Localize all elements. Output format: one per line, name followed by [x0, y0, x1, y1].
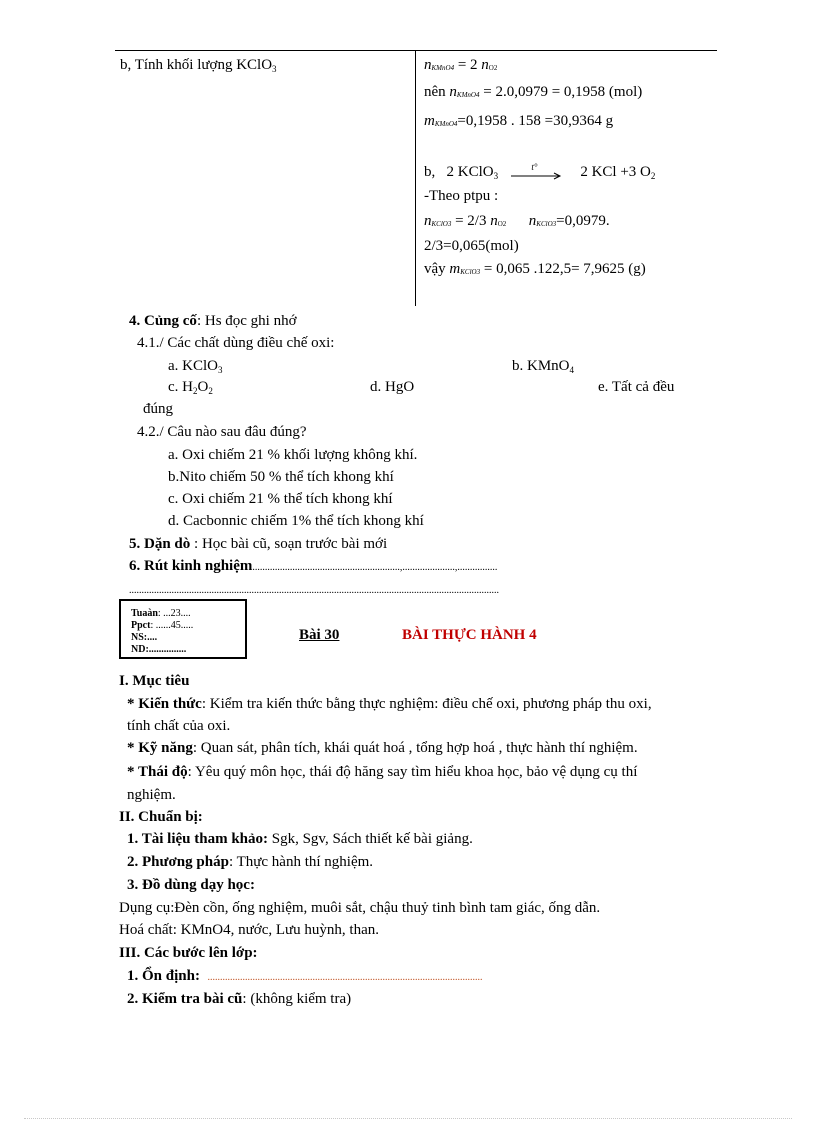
calc-line-1: nKMnO4 = 2 nO2 — [424, 57, 498, 73]
stabilize-line: 1. Ổn định: .............................................................................................................. — [127, 968, 483, 984]
objectives-heading: I. Mục tiêu — [119, 673, 190, 689]
ptpu-label: -Theo ptpu : — [424, 188, 499, 204]
check-line: 2. Kiểm tra bài cũ: (không kiểm tra) — [127, 991, 352, 1007]
table-column-divider — [415, 50, 416, 306]
calc-line-2: nên nKMnO4 = 2.0,0979 = 0,1958 (mol) — [424, 84, 643, 100]
ppct-line: Ppct: ......45..... — [131, 620, 194, 631]
lesson-title: BÀI THỰC HÀNH 4 — [402, 627, 537, 643]
q1-option-a: a. KClO$_3$ — [168, 358, 223, 375]
experience-dots: .................................................................................................................................................... — [129, 585, 499, 596]
preparation-heading: II. Chuẩn bị: — [119, 809, 203, 825]
experience-line: 6. Rút kinh nghiệm...........................................................,.....................,................ — [129, 558, 498, 574]
mass-result: vậy mKClO3 = 0,065 .122,5= 7,9625 (g) — [424, 261, 646, 277]
tools-line: Dụng cụ:Đèn cồn, ống nghiệm, muôi sắt, chậu thuỷ tinh bình tam giác, ống dẫn. — [119, 900, 601, 916]
table-top-border — [115, 50, 717, 51]
week-line: Tuaàn: ...23.... — [131, 608, 191, 619]
page-bottom-border — [24, 1118, 792, 1119]
q1-option-d: d. HgO — [370, 379, 415, 395]
q1-option-e: e. Tất cả đều — [598, 379, 675, 395]
consolidate-heading: 4. Củng cố: Hs đọc ghi nhớ — [129, 313, 297, 329]
lesson-number: Bài 30 — [299, 627, 340, 643]
steps-heading: III. Các bước lên lớp: — [119, 945, 258, 961]
q2-option-c: c. Oxi chiếm 21 % thể tích khong khí — [168, 491, 393, 507]
method-line: 2. Phương pháp: Thực hành thí nghiệm. — [127, 854, 374, 870]
reaction-condition: t° — [531, 161, 538, 172]
reaction-equation: b, 2 KClO$_3$ t° 2 KCl +3 $O_2$ — [424, 163, 655, 185]
calc-line-kclo3: nKClO3 = 2/3 nO2 nKClO3=0,0979. — [424, 213, 610, 229]
calc-line-3: mKMnO4=0,1958 . 158 =30,9364 g — [424, 113, 614, 129]
knowledge-cont: tính chất của oxi. — [127, 718, 231, 734]
lesson-info-box — [119, 599, 247, 659]
knowledge-line: * Kiến thức: Kiểm tra kiến thức bằng thực nghiệm: điều chế oxi, phương pháp thu oxi, — [127, 696, 652, 712]
q1-option-e-cont: đúng — [143, 401, 173, 417]
attitude-cont: nghiệm. — [127, 787, 176, 803]
q2-option-d: d. Cacbonnic chiếm 1% thể tích khong khí — [168, 513, 424, 529]
table-left-question: b, Tính khối lượng KClO$_3$ — [120, 57, 277, 74]
q1-option-c: c. $H_2O_2$ — [168, 379, 213, 396]
skills-line: * Kỹ năng: Quan sát, phân tích, khái quát hoá , tổng hợp hoá , thực hành thí nghiệm. — [127, 740, 638, 756]
attitude-line: * Thái độ: Yêu quý môn học, thái độ hăng say tìm hiểu khoa học, bảo vệ dụng cụ thí — [127, 764, 638, 780]
tools-heading: 3. Đồ dùng dạy học: — [127, 877, 255, 893]
ratio-result: 2/3=0,065(mol) — [424, 238, 519, 254]
q2-option-a: a. Oxi chiếm 21 % khối lượng không khí. — [168, 447, 418, 463]
q1-option-b: b. KMnO$_4$ — [512, 358, 575, 375]
question-4-2: 4.2./ Câu nào sau đâu đúng? — [137, 424, 307, 440]
ns-line: NS:.... — [131, 632, 158, 643]
question-4-1: 4.1./ Các chất dùng điều chế oxi: — [137, 335, 335, 351]
nd-line: ND:............... — [131, 644, 187, 655]
reaction-arrow-icon — [509, 161, 565, 179]
homework-line: 5. Dặn dò : Học bài cũ, soạn trước bài mới — [129, 536, 388, 552]
reference-line: 1. Tài liệu tham khảo: Sgk, Sgv, Sách thiết kế bài giảng. — [127, 831, 473, 847]
chemicals-line: Hoá chất: KMnO4, nước, Lưu huỳnh, than. — [119, 922, 379, 938]
q2-option-b: b.Nito chiếm 50 % thể tích khong khí — [168, 469, 394, 485]
